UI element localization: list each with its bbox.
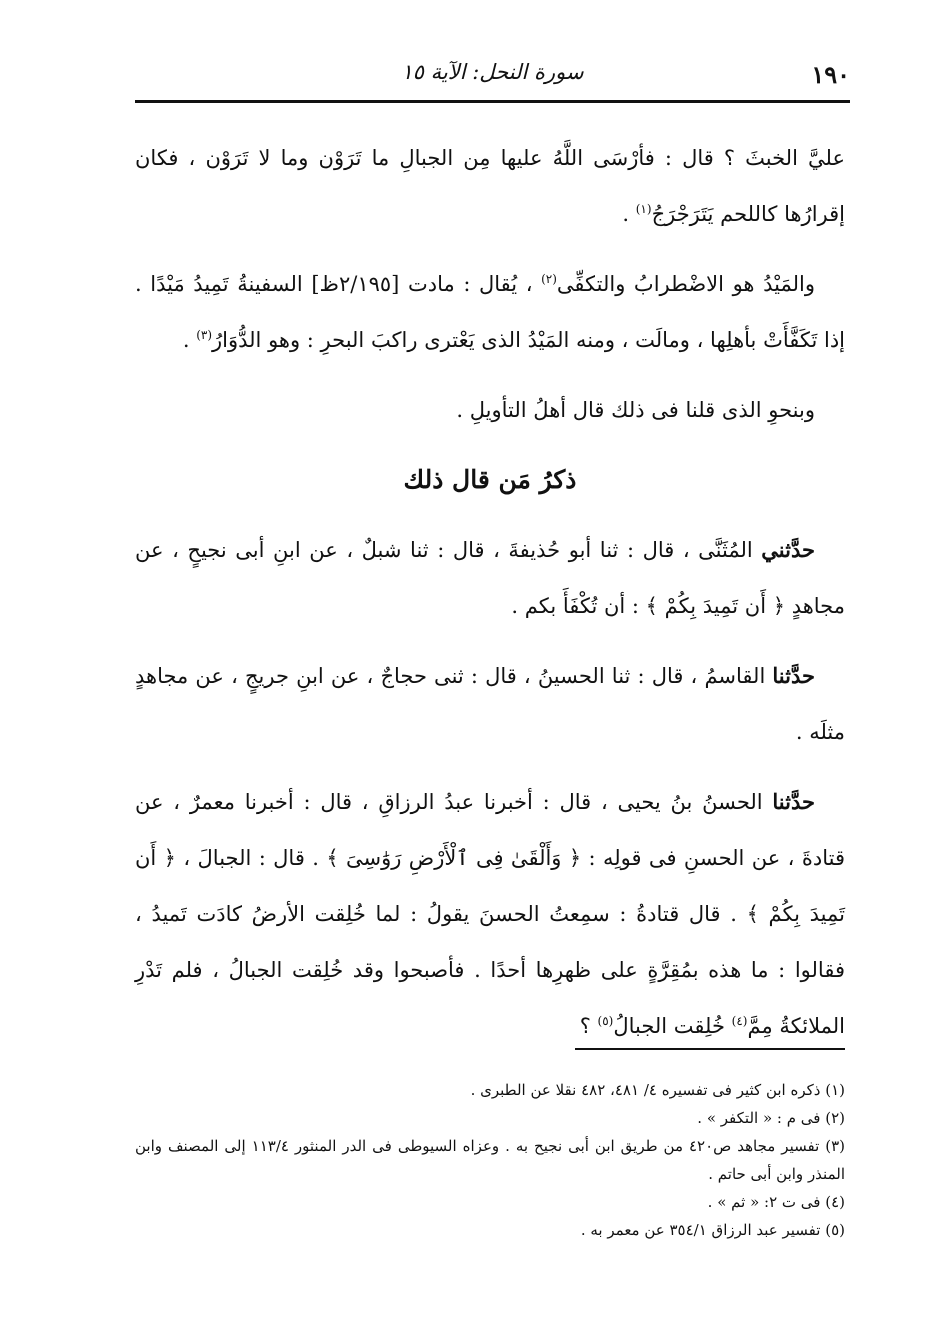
footnotes xyxy=(135,1076,845,1244)
lead-word: حدَّثنا xyxy=(772,663,815,688)
page-number: ١٩٠ xyxy=(811,60,850,89)
footnote-rule xyxy=(575,1048,845,1050)
section-heading: ذكرُ مَن قال ذلك xyxy=(403,465,577,494)
footnote-marker: (٤) xyxy=(731,1014,748,1028)
footnote: (٤) فى ت ٢: « ثم » . xyxy=(707,1193,845,1211)
paragraph-text: ، يُقال : مادت [٢/١٩٥ظ] السفينةُ تَمِيدُ مَيْدًا . إذا تَكَفَّأَتْ بأهلِها ، ومالَت ، ومنه المَيْدُ الذى يَعْترى راكبَ البحرِ : وهو الدُّوَارُ xyxy=(135,272,845,352)
paragraph-text: . قال : الجبالَ ، xyxy=(175,846,327,870)
footnote: (٣) تفسير مجاهد ص٤٢٠ من طريق ابن أبى نجيح به . وعزاه السيوطى فى الدر المنثور ١١٣/٤ إلى المصنف وابن المنذر وابن أبى حاتم . xyxy=(135,1137,845,1183)
paragraph xyxy=(135,774,845,1054)
paragraph xyxy=(135,382,845,438)
paragraph-text: المُثَنَّى ، قال : ثنا أبو حُذيفةَ ، قال : ثنا شبلٌ ، عن ابنِ أبى نجيحٍ ، عن مجاهدٍ xyxy=(135,538,845,618)
quran-quote: ﴿ وَأَلْقَىٰ فِى ٱلْأَرْضِ رَوَٰسِىَ ﴾ xyxy=(326,846,582,870)
paragraph-text-end: . xyxy=(622,202,636,226)
paragraph-text: . قال قتادةُ : سمِعتُ الحسنَ يقولُ : لما خُلِقت الأرضُ كادَت تَميدُ ، فقالوا : ما هذه بمُقِرَّةٍ على ظهرِها أحدًا . فأصبحوا وقد خُلِقت الجبالُ ، فلم تَدْرِ الملائكةُ مِمَّ xyxy=(135,902,845,1038)
paragraph-text: خُلِقت الجبالُ xyxy=(613,1014,732,1038)
footnote-marker: (١) xyxy=(635,202,652,216)
footnote: (١) ذكره ابن كثير فى تفسيره ٤/ ٤٨١، ٤٨٢ نقلا عن الطبرى . xyxy=(470,1081,845,1099)
paragraph xyxy=(135,648,845,760)
lead-word: حدَّثنا xyxy=(772,789,815,814)
paragraph-text: القاسمُ ، قال : ثنا الحسينُ ، قال : ثنى حجاجٌ ، عن ابنِ جريجٍ ، عن مجاهدٍ مثلَه . xyxy=(135,664,845,744)
paragraph-text: : أن تُكْفَأَ بكم . xyxy=(511,594,646,618)
lead-word: حدَّثني xyxy=(761,537,815,562)
quran-quote: ﴿ أَن تَمِيدَ بِكُمْ ﴾ xyxy=(135,846,845,926)
running-title: سورة النحل: الآية ١٥ xyxy=(401,60,584,84)
footnote: (٢) فى م : « التكفر » . xyxy=(697,1109,845,1127)
footnote-marker: (٣) xyxy=(196,328,213,342)
footnote-marker: (٢) xyxy=(541,272,557,286)
paragraph-text: وبنحوِ الذى قلنا فى ذلك قال أهلُ التأويلِ . xyxy=(456,398,815,422)
page-header xyxy=(135,52,850,96)
paragraph xyxy=(135,256,845,368)
header-rule xyxy=(135,100,850,103)
paragraph-text: عليَّ الخبثَ ؟ قال : فأرْسَى اللَّهُ عليها مِن الجبالِ ما تَرَوْن وما لا تَرَوْن ، فكان إقرارُها كاللحم يَتَرَجْرَجُ xyxy=(135,146,845,226)
paragraph-text-end: . xyxy=(182,328,197,352)
paragraph-text-end: ؟ xyxy=(579,1014,598,1038)
main-text xyxy=(135,130,845,1068)
paragraph-text: والمَيْدُ هو الاضْطرابُ والتكفِّى xyxy=(556,272,815,296)
footnote-marker: (٥) xyxy=(597,1014,614,1028)
footnote: (٥) تفسير عبد الرزاق ٣٥٤/١ عن معمر به . xyxy=(580,1221,845,1239)
paragraph-text: الحسنُ بنُ يحيى ، قال : أخبرنا عبدُ الرزاقِ ، قال : أخبرنا معمرٌ ، عن قتادةَ ، عن الحسنِ فى قولِه : xyxy=(135,790,845,870)
paragraph xyxy=(135,522,845,634)
quran-quote: ﴿ أَن تَمِيدَ بِكُمْ ﴾ xyxy=(645,594,786,618)
paragraph xyxy=(135,130,845,242)
